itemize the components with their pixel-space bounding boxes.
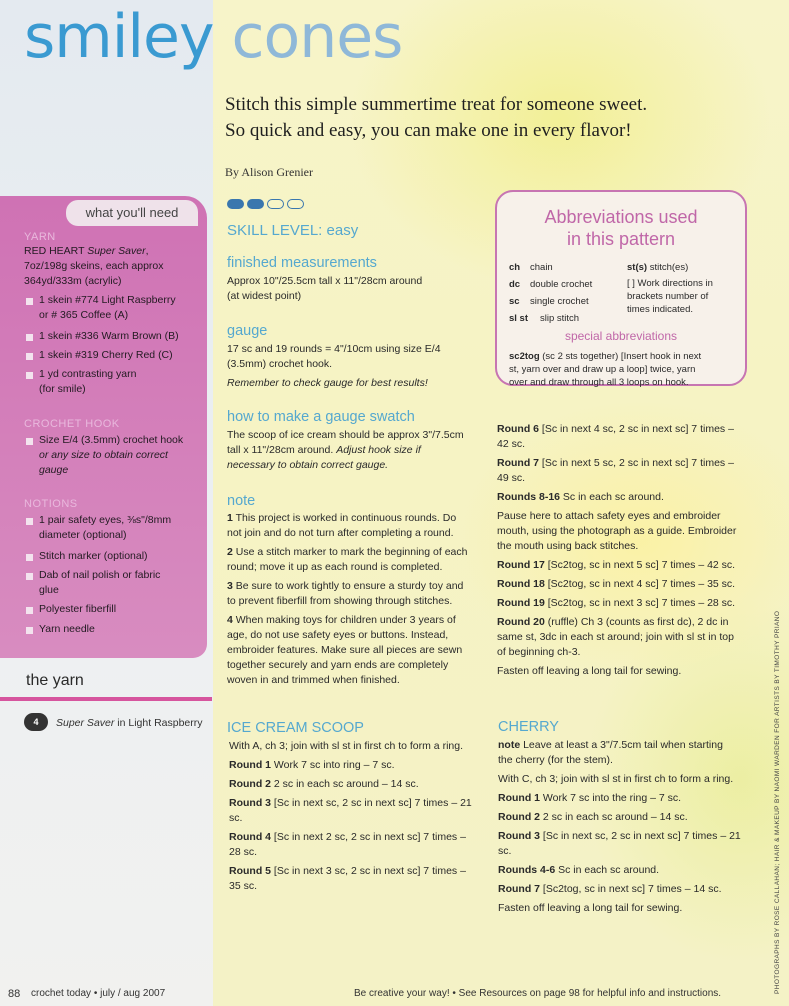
round-item: Round 17 [Sc2tog, sc in next 5 sc] 7 times – 42 sc.: [497, 559, 736, 571]
yarn-label: Super Saver in Light Raspberry: [56, 717, 203, 729]
yarn-weight-icon: 4: [24, 713, 48, 731]
checkbox-icon: [26, 298, 33, 305]
checkbox-icon: [26, 627, 33, 634]
notion-item: Stitch marker (optional): [39, 550, 148, 562]
round-item: Round 1 Work 7 sc into the ring – 7 sc.: [498, 792, 682, 804]
yarn-brand: RED HEART: [24, 245, 88, 257]
round-item: Round 3 [Sc in next sc, 2 sc in next sc] 7 times – 21: [229, 797, 472, 809]
checkbox-icon: [26, 438, 33, 445]
swatch-heading: how to make a gauge swatch: [227, 409, 415, 425]
checkbox-icon: [26, 334, 33, 341]
photo-credit: PHOTOGRAPHS BY ROSE CALLAHAN; HAIR & MAKEUP BY NAOMI WARDEN FOR ARTISTS BY TIMOTHY PRIANO: [774, 610, 781, 994]
subtitle-line: So quick and easy, you can make one in every flavor!: [225, 120, 632, 141]
title-word-1: smiley: [24, 2, 214, 72]
yarn-item: 1 skein #319 Cherry Red (C): [39, 349, 173, 361]
cherry-instructions: note Leave at least a 3"/7.5cm tail when starting the cherry (for the stem). With C, ch 3; join with sl st in first ch to form a ring. Round 1 Work 7 sc into the ring – 7 sc. Round 2 2 sc in each sc around – 14 sc. Round 3 [Sc in next sc, 2 sc in next sc] 7 times – 21 sc. Rounds 4-6 Sc in each sc around. Round 7 [Sc2tog, sc in next sc] 7 times – 14 sc. Fasten off leaving a long tail for sewing.: [498, 738, 756, 916]
note-item: 1 This project is worked in continuous rounds. Do: [227, 512, 457, 524]
scoop-instructions: With A, ch 3; join with sl st in first ch to form a ring. Round 1 Work 7 sc into ring – 7 sc. Round 2 2 sc in each sc around – 14 sc. Round 3 [Sc in next sc, 2 sc in next sc] 7 times – 21 sc. Round 4 [Sc in next 2 sc, 2 sc in next sc] 7 times – 28 sc. Round 5 [Sc in next 3 sc, 2 sc in next sc] 7 times – 35 sc.: [229, 739, 487, 894]
round-item: Round 3 [Sc in next sc, 2 sc in next sc] 7 times – 21: [498, 830, 741, 842]
round-item: Rounds 8-16 Sc in each sc around.: [497, 491, 664, 503]
sc2tog-definition: sc2tog (sc 2 sts together) [Insert hook in next st, yarn over and draw up a loop] twice, yarn over and draw through all 3 loops on hook.: [509, 351, 702, 388]
notion-item: 1 pair safety eyes, ⅜s"/8mm diameter (optional): [39, 514, 172, 541]
yarn-item: 1 yd contrasting yarn (for smile): [39, 368, 137, 395]
notion-item: Yarn needle: [39, 623, 95, 635]
subtitle: [225, 92, 765, 144]
checkbox-icon: [26, 372, 33, 379]
notions-heading: NOTIONS: [24, 498, 78, 510]
yarn-item: 1 skein #774 Light Raspberry or # 365 Coffee (A): [39, 294, 176, 321]
yarn-desc-line: 364yd/333m (acrylic): [24, 275, 122, 287]
divider: [0, 697, 212, 701]
materials-tab: what you'll need: [66, 200, 198, 226]
notes-list: 1 This project is worked in continuous rounds. Do not join and do not turn after completing a round. 2 Use a stitch marker to mark the beginning of each round; move it up as each round is completed. 3 Be sure to work tightly to ensure a sturdy toy and to prevent fiberfill from showing through stitches. 4 When making toys for children under 3 years of age, do not use safety eyes or buttons. Instead, embroider features. Make sure all pieces are sewn together securely and yarn ends are completely woven in and trimmed when finished.: [227, 511, 485, 688]
abbreviations-title: Abbreviations used in this pattern: [544, 207, 698, 249]
skill-pill: [247, 199, 264, 209]
footer-note: Be creative your way! • See Resources on page 98 for helpful info and instructions.: [354, 988, 722, 999]
round-item: Rounds 4-6 Sc in each sc around.: [498, 864, 660, 876]
hook-item: Size E/4 (3.5mm) crochet hook or any size to obtain correct gauge: [39, 434, 184, 476]
byline: By Alison Grenier: [225, 165, 313, 179]
swatch-text: The scoop of ice cream should be approx 3"/7.5cm tall x 11"/28cm around. Adjust hook size if necessary to obtain correct gauge.: [227, 429, 464, 471]
note-item: 2 Use a stitch marker to mark the beginning of each: [227, 546, 468, 558]
round-item: Round 7 [Sc in next 5 sc, 2 sc in next sc] 7 times –: [497, 457, 734, 469]
round-item: Round 4 [Sc in next 2 sc, 2 sc in next sc] 7 times –: [229, 831, 466, 843]
yarn-brand-italic: Super Saver: [87, 245, 146, 257]
round-item: Round 20 (ruffle) Ch 3 (counts as first dc), 2 dc in: [497, 616, 729, 628]
gauge-heading: gauge: [227, 323, 268, 339]
yarn-item: 1 skein #336 Warm Brown (B): [39, 330, 179, 342]
round-item: Round 6 [Sc in next 4 sc, 2 sc in next sc] 7 times –: [497, 423, 734, 435]
notion-item: Dab of nail polish or fabric glue: [39, 569, 161, 596]
yarn-desc-line: 7oz/198g skeins, each approx: [24, 260, 164, 272]
yarn-description: RED HEART Super Saver, 7oz/198g skeins, each approx 364yd/333m (acrylic): [24, 244, 202, 289]
scoop-heading: ICE CREAM SCOOP: [227, 720, 364, 736]
round-item: Round 1 Work 7 sc into ring – 7 sc.: [229, 759, 395, 771]
subtitle-line: Stitch this simple summertime treat for someone sweet.: [225, 94, 648, 115]
note-item: 4 When making toys for children under 3 years of: [227, 614, 456, 626]
rounds-continued: Round 6 [Sc in next 4 sc, 2 sc in next sc] 7 times – 42 sc. Round 7 [Sc in next 5 sc, 2 sc in next sc] 7 times – 49 sc. Rounds 8-16 Sc in each sc around. Pause here to attach safety eyes and embroider mouth, using the photograph as a guide. Embroider the mouth using back stitches. Round 17 [Sc2tog, sc in next 5 sc] 7 times – 42 sc. Round 18 [Sc2tog, sc in next 4 sc] 7 times – 35 sc. Round 19 [Sc2tog, sc in next 3 sc] 7 times – 28 sc. Round 20 (ruffle) Ch 3 (counts as first dc), 2 dc in same st, 3dc in each st around; join with sl st in top of beginning ch-3. Fasten off leaving a long tail for sewing.: [497, 422, 755, 679]
note-heading: note: [227, 493, 256, 509]
cherry-heading: CHERRY: [498, 719, 559, 735]
abbreviation-list: ch chain dc double crochet sc single crochet sl st slip stitch: [509, 262, 593, 324]
magazine-info: crochet today • july / aug 2007: [31, 988, 166, 999]
checkbox-icon: [26, 353, 33, 360]
special-abbreviations-heading: special abbreviations: [564, 329, 678, 343]
page-title: [24, 2, 402, 72]
checkbox-icon: [26, 573, 33, 580]
round-item: Round 19 [Sc2tog, sc in next 3 sc] 7 times – 28 sc.: [497, 597, 736, 609]
checkbox-icon: [26, 554, 33, 561]
yarn-heading: YARN: [24, 231, 56, 243]
note-item: 3 Be sure to work tightly to ensure a sturdy toy and: [227, 580, 464, 592]
checkbox-icon: [26, 518, 33, 525]
skill-pill: [267, 199, 284, 209]
skill-level: SKILL LEVEL: easy: [227, 222, 359, 239]
title-word-2: cones: [231, 2, 403, 72]
measurements-text: Approx 10"/25.5cm tall x 11"/28cm around (at widest point): [227, 275, 423, 302]
round-item: Round 7 [Sc2tog, sc in next sc] 7 times – 14 sc.: [498, 883, 722, 895]
abbreviation-list-right: st(s) stitch(es) [ ] Work directions in brackets number of times indicated.: [627, 262, 713, 315]
page-number: 88: [8, 988, 21, 1000]
round-item: Round 18 [Sc2tog, sc in next 4 sc] 7 times – 35 sc.: [497, 578, 736, 590]
skill-pill: [227, 199, 244, 209]
checkbox-icon: [26, 607, 33, 614]
the-yarn-heading: the yarn: [26, 672, 84, 689]
skill-level-meter: [227, 199, 307, 211]
gauge-text: 17 sc and 19 rounds = 4"/10cm using size E/4 (3.5mm) crochet hook. Remember to check gauge for best results!: [227, 343, 441, 389]
measurements-heading: finished measurements: [227, 255, 377, 271]
round-item: Round 5 [Sc in next 3 sc, 2 sc in next sc] 7 times –: [229, 865, 466, 877]
skill-pill: [287, 199, 304, 209]
round-item: Round 2 2 sc in each sc around – 14 sc.: [498, 811, 688, 823]
hook-heading: CROCHET HOOK: [24, 418, 120, 430]
round-item: Round 2 2 sc in each sc around – 14 sc.: [229, 778, 419, 790]
notion-item: Polyester fiberfill: [39, 603, 117, 615]
